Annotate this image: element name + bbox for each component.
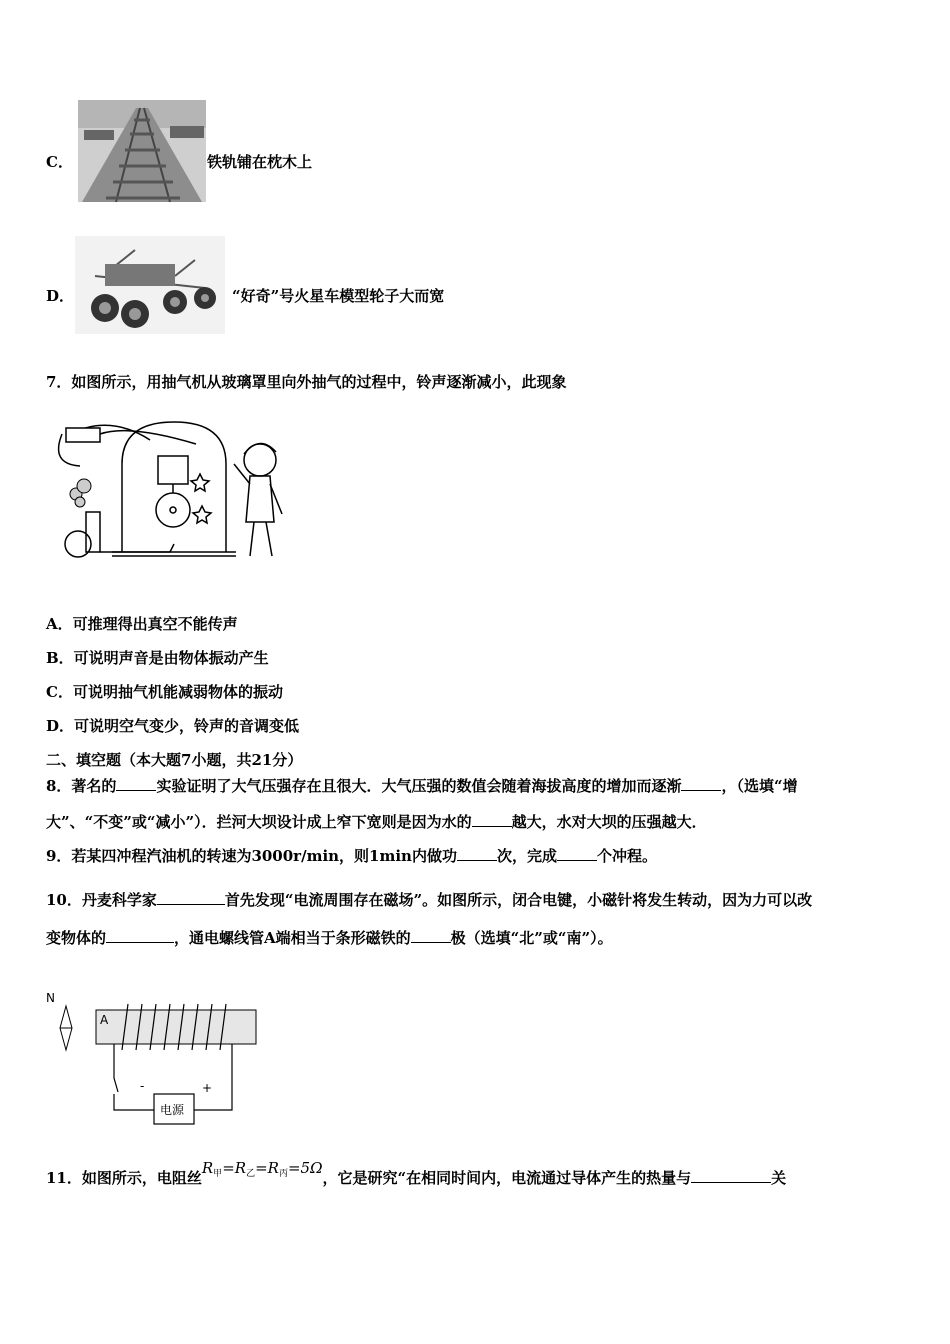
q8-blank-2[interactable] bbox=[681, 776, 721, 791]
q10-text-1: 10．丹麦科学家 bbox=[46, 891, 157, 909]
q10-text-2: 首先发现“电流周围存在磁场”。如图所示，闭合电键，小磁针将发生转动，因为力可以改 bbox=[224, 891, 813, 909]
option-c-text: 铁轨铺在枕木上 bbox=[207, 153, 313, 171]
q7-stem: 7．如图所示，用抽气机从玻璃罩里向外抽气的过程中，铃声逐渐减小，此现象 bbox=[46, 373, 567, 391]
option-d-text: “好奇”号火星车模型轮子大而宽 bbox=[232, 287, 445, 305]
q9-line bbox=[46, 846, 657, 866]
solenoid-circuit-diagram bbox=[44, 988, 260, 1130]
q11-text-1: 11．如图所示，电阻丝 bbox=[46, 1169, 202, 1187]
q9-text-1: 9．若某四冲程汽油机的转速为3000r/min，则1min内做功 bbox=[46, 847, 457, 865]
q8-text-4: 大”、“不变”或“减小”）．拦河大坝设计成上窄下宽则是因为水的 bbox=[46, 813, 472, 831]
q11-blank-1[interactable] bbox=[691, 1168, 771, 1183]
q10-line1 bbox=[46, 890, 812, 910]
q9-text-3: 个冲程。 bbox=[596, 847, 657, 865]
q7-option-d: D．可说明空气变少，铃声的音调变低 bbox=[46, 717, 300, 735]
q8-text-5: 越大，水对大坝的压强越大． bbox=[511, 813, 707, 831]
end-a-label: A bbox=[100, 1013, 109, 1027]
minus-terminal: - bbox=[140, 1079, 145, 1093]
q10-text-3: 变物体的 bbox=[46, 929, 107, 947]
q10-blank-2[interactable] bbox=[106, 928, 174, 943]
q8-line1 bbox=[46, 776, 798, 796]
q8-line2 bbox=[46, 812, 707, 832]
q10-blank-1[interactable] bbox=[157, 890, 225, 905]
q7-option-b: B．可说明声音是由物体振动产生 bbox=[46, 649, 269, 667]
q8-text-3: ，（选填“增 bbox=[721, 777, 798, 795]
railway-track-image bbox=[78, 100, 206, 202]
q11-text-2: ，它是研究“在相同时间内，电流通过导体产生的热量与 bbox=[322, 1169, 692, 1187]
q10-blank-3[interactable] bbox=[411, 928, 451, 943]
q10-text-5: 极（选填“北”或“南”）。 bbox=[450, 929, 613, 947]
q7-option-a: A．可推理得出真空不能传声 bbox=[46, 615, 238, 633]
q11-line bbox=[46, 1159, 787, 1194]
q9-text-2: 次，完成 bbox=[496, 847, 557, 865]
q10-text-4: ，通电螺线管A端相当于条形磁铁的 bbox=[174, 929, 411, 947]
mars-rover-image bbox=[75, 236, 225, 334]
north-label: N bbox=[46, 991, 55, 1005]
q11-text-3: 关 bbox=[771, 1169, 787, 1187]
power-source-label: 电源 bbox=[160, 1103, 185, 1117]
q9-blank-2[interactable] bbox=[557, 846, 597, 861]
resistor-equation: $R_甲=R_乙=R_丙=5\Omega$ bbox=[201, 1159, 323, 1179]
q9-blank-1[interactable] bbox=[457, 846, 497, 861]
q10-line2 bbox=[46, 928, 613, 948]
q8-text-2: 实验证明了大气压强存在且很大．大气压强的数值会随着海拔高度的增加而逐渐 bbox=[156, 777, 682, 795]
q7-option-c: C．可说明抽气机能减弱物体的振动 bbox=[46, 683, 283, 701]
option-c-letter: C． bbox=[46, 153, 73, 171]
section-heading: 二、填空题（本大题7小题，共21分） bbox=[46, 751, 303, 769]
q8-text-1: 8．著名的 bbox=[46, 777, 117, 795]
q8-blank-3[interactable] bbox=[472, 812, 512, 827]
q8-blank-1[interactable] bbox=[116, 776, 156, 791]
plus-terminal: + bbox=[202, 1081, 213, 1095]
option-d-letter: D． bbox=[46, 287, 75, 305]
bell-jar-diagram bbox=[50, 414, 300, 572]
